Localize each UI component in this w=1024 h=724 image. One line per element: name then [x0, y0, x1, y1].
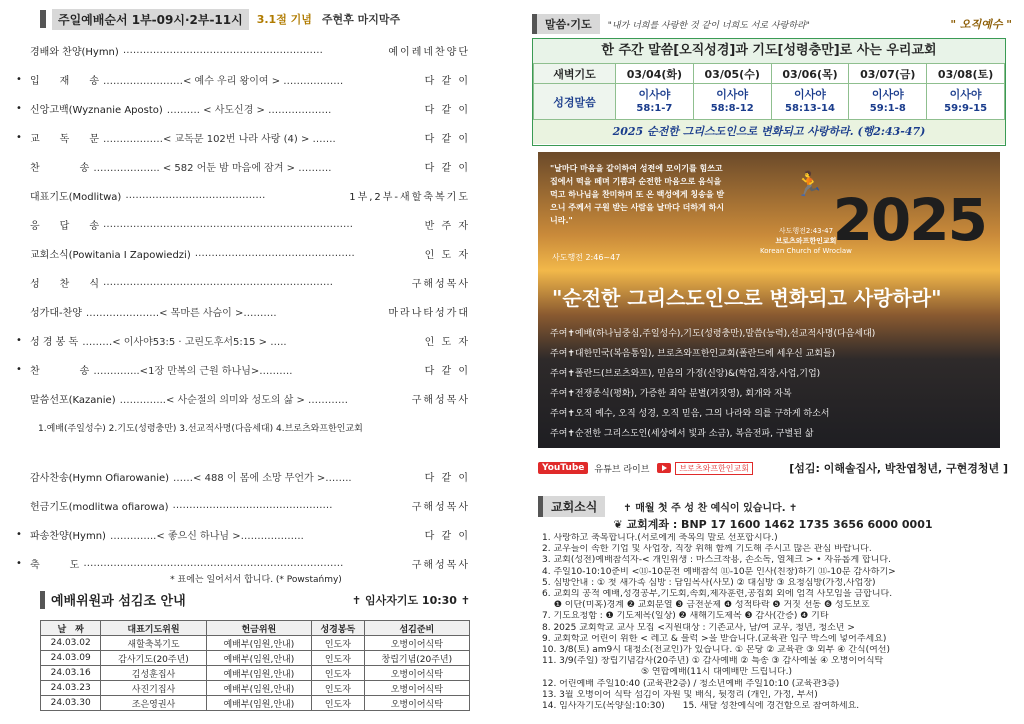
order-row — [30, 181, 470, 210]
order-label: 찬 송 — [30, 366, 90, 377]
order-leader: 다 같 이 — [424, 105, 470, 116]
verse-book: 이사야 — [949, 87, 982, 101]
verse-book: 이사야 — [716, 87, 749, 101]
verse-book: 이사야 — [871, 87, 904, 101]
order-label: 성 찬 식 — [30, 279, 99, 290]
order-row — [16, 65, 470, 94]
news-item: 3. 교회(성전)예배참석자-< 개인위생 : 마스크착용, 손소독, 열체크 > • 자유롭게 합니다. — [542, 555, 891, 566]
prayer-item: 주여✝대한민국(복음통일), 브로츠와프한인교회(폴란드에 세우신 교회들) — [550, 349, 836, 359]
day-cell: 03/08(토) — [927, 64, 1005, 84]
order-leader: 다 같 이 — [424, 366, 470, 377]
order-label: 대표기도(Modlitwa) — [30, 192, 122, 203]
table-cell: 조은영권사 — [101, 696, 206, 711]
order-row — [16, 123, 470, 152]
news-item: 10. 3/8(토) am9시 대청소(전교인)가 있습니다. ① 본당 ② 교육관 ③ 외부 ④ 간식(여선) — [542, 645, 890, 656]
order-title: 주일예배순서 1부-09시·2부-11시 — [52, 9, 249, 30]
service-team: [섬김: 이해솔집사, 박찬엽청년, 구현경청년 ] — [789, 462, 1008, 475]
table-cell: 24.03.30 — [41, 696, 101, 711]
duty-column-header: 날 짜 — [41, 621, 101, 636]
dawn-prayer-label: 새벽기도 — [534, 64, 616, 84]
day-cell: 03/07(금) — [849, 64, 927, 84]
right-page — [512, 0, 1024, 724]
weekly-title: 한 주간 말씀[오직성경]과 기도[성령충만]로 사는 우리교회 — [533, 39, 1005, 63]
banner-verse-ref: 사도행전 2:46~47 — [552, 253, 621, 262]
order-sub: 3.1절 기념 — [256, 13, 312, 26]
order-row — [30, 491, 470, 520]
order-label: 헌금기도(modlitwa ofiarowa) — [30, 502, 169, 513]
order-row — [30, 210, 470, 239]
youtube-live-label: 유튜브 라이브 — [594, 464, 650, 475]
order-bullet: • — [16, 558, 22, 569]
verse-ref: 58:13-14 — [785, 102, 835, 114]
order-dots: ………. < 사도신경 > ………………. — [166, 105, 332, 116]
prayer-tag: 말씀·기도 — [532, 14, 600, 34]
table-row — [41, 651, 470, 666]
youtube-channel[interactable]: 브로츠와프한인교회 — [675, 462, 753, 475]
worship-order — [16, 36, 470, 578]
duty-time: ✝ 임사자기도 10:30 ✝ — [351, 593, 470, 607]
duty-header — [40, 590, 470, 609]
card-church-name: 브로츠와프한인교회 — [775, 237, 837, 245]
day-cell: 03/04(화) — [616, 64, 694, 84]
order-leader: 다 같 이 — [424, 76, 470, 87]
card-church-en: Korean Church of Wroclaw — [760, 247, 852, 255]
order-label: 교회소식(Powitania I Zapowiedzi) — [30, 250, 191, 261]
order-dots: …………..<1장 만복의 근원 하나님>………. — [93, 366, 293, 377]
verse-cell — [616, 84, 694, 120]
order-dots: …………..< 사순절의 의미와 성도의 삶 > ………… — [119, 395, 349, 406]
weekly-table — [533, 63, 1005, 120]
table-cell: 예배부(임원,안내) — [206, 696, 311, 711]
order-leader: 인 도 자 — [424, 250, 470, 261]
order-dots: ……………….. < 582 어둔 밤 마음에 잠겨 > ………. — [93, 163, 332, 174]
news-item: 14. 임사자기도(목양실:10:30) 15. 새달 성찬예식에 경건함으로 참여하세요. — [542, 701, 860, 712]
table-row — [41, 666, 470, 681]
order-dots: …………………………………………………… — [122, 45, 323, 56]
weekly-slogan: 2025 순전한 그리스도인으로 변화되고 사랑하라. (행2:43-47) — [533, 120, 1005, 144]
verse-label: 성경말씀 — [534, 84, 616, 120]
order-dots: ………………….< 목마른 사슴이 >………. — [85, 308, 277, 319]
table-cell: 예배부(임원,안내) — [206, 651, 311, 666]
order-row — [30, 268, 470, 297]
prayer-header — [532, 14, 1012, 34]
verse-cell — [771, 84, 849, 120]
prayer-item: 주여✝오직 예수, 오직 성경, 오직 믿음, 그의 나라와 의를 구하게 하소서 — [550, 409, 830, 419]
order-label: 파송찬양(Hymn) — [30, 531, 106, 542]
order-dots: …………………………………………………………………… — [83, 558, 344, 569]
play-icon[interactable] — [657, 463, 671, 473]
table-cell: 오병이어식탁 — [364, 696, 469, 711]
news-item: 7. 기도요청함 : ❶ 기도제목(일상) ❷ 새해기도제목 ❸ 감사(간증) ❹ 기타 — [542, 611, 829, 622]
order-dots: ……< 488 이 몸에 소망 무언가 >…….. — [173, 473, 352, 484]
order-bullet: • — [16, 529, 22, 540]
order-dots: …………………………………………………………… — [102, 277, 333, 288]
order-bullet: • — [16, 103, 22, 114]
order-leader: 예이레네찬양단 — [388, 47, 470, 58]
table-row — [41, 696, 470, 711]
order-bullet: • — [16, 74, 22, 85]
order-row — [30, 239, 470, 268]
prayer-badge: " 오직예수 " — [950, 18, 1012, 31]
weekly-box — [532, 38, 1006, 146]
order-bullet: • — [16, 335, 22, 346]
table-row — [41, 636, 470, 651]
banner-verse: "날마다 마음을 같이하여 성전에 모이기를 힘쓰고 집에서 떡을 떼며 기쁨과 순전한 마음으로 음식을 먹고 하나님을 찬미하며 또 온 백성에게 칭송을 받으니 주께서 구원 받는 사람을 날마다 더하게 하시니라." — [550, 164, 725, 225]
banner-slogan: "순전한 그리스도인으로 변화되고 사랑하라" — [552, 286, 942, 310]
order-label: 응 답 송 — [30, 221, 99, 232]
card-ref: 사도행전2:43-47 — [778, 227, 834, 235]
table-cell: 인도자 — [312, 666, 365, 681]
verse-cell — [693, 84, 771, 120]
news-item: 9. 교회학교 어린이 위한 < 레고 & 블럭 >을 받습니다.(교육관 입구 박스에 넣어주세요) — [542, 633, 887, 644]
news-item: 2. 교우들이 속한 기업 및 사업장, 직장 위해 함께 기도해 주시고 많은 관심 바랍니다. — [542, 544, 872, 555]
order-leader: 다 같 이 — [424, 531, 470, 542]
order-dots: …………..< 좋으신 하나님 >………………. — [109, 531, 304, 542]
order-leader: 구해성목사 — [411, 279, 470, 290]
table-cell: 24.03.09 — [41, 651, 101, 666]
table-cell: 새할축복기도 — [101, 636, 206, 651]
vision-banner — [538, 152, 1000, 448]
news-item: 8. 2025 교회학교 교사 모집 <지원대상 : 기존교사, 남/여 교우, 청년, 청소년 > — [542, 622, 855, 633]
table-cell: 예배부(임원,안내) — [206, 666, 311, 681]
order-leader: 구해성목사 — [411, 502, 470, 513]
order-row — [30, 152, 470, 181]
prayer-item: 주여✝예배(하나님중심,주일성수),기도(성령충만),말씀(능력),선교적사명(다음세대) — [550, 329, 876, 339]
duty-column-header: 성경봉독 — [312, 621, 365, 636]
order-sub2: 주현후 마지막주 — [321, 13, 401, 26]
order-leader: 1부,2부-새할축복기도 — [349, 192, 470, 203]
news-item: 5. 심방안내 : ① 첫 새가족 심방 : 담임목사(사모) ② 대심방 ③ 요청심방(가정,사업장) — [542, 577, 876, 588]
table-cell: 예배부(임원,안내) — [206, 681, 311, 696]
day-cell: 03/05(수) — [693, 64, 771, 84]
table-cell: 인도자 — [312, 681, 365, 696]
table-row — [41, 681, 470, 696]
order-leader: 구해성목사 — [411, 395, 470, 406]
verse-book: 이사야 — [638, 87, 671, 101]
order-label: 신앙고백(Wyznanie Aposto) — [30, 105, 163, 116]
order-header — [40, 8, 470, 30]
table-cell: 예배부(임원,안내) — [206, 636, 311, 651]
bank-account: ❦ 교회계좌 : BNP 17 1600 1462 1735 3656 6000 0001 — [613, 518, 933, 531]
table-cell: 오병이어식탁 — [364, 636, 469, 651]
order-bullet: • — [16, 132, 22, 143]
duty-title: 예배위원과 섬김조 안내 — [51, 594, 186, 609]
order-dots: ………………………………………… — [194, 248, 355, 259]
verse-ref: 58:1-7 — [636, 102, 673, 114]
order-label: 성가대-찬양 — [30, 308, 82, 319]
prayer-quote: "내가 너희를 사랑한 것 같이 너희도 서로 사랑하라" — [607, 20, 810, 31]
order-row — [16, 520, 470, 549]
table-cell: 감사기도(20주년) — [101, 651, 206, 666]
order-leader: 다 같 이 — [424, 134, 470, 145]
banner-year: 2025 — [832, 186, 986, 254]
order-dots: ………………………………………… — [172, 500, 333, 511]
verse-ref: 59:1-8 — [869, 102, 906, 114]
news-message: ✝ 매월 첫 주 성 찬 예식이 있습니다. ✝ — [623, 503, 798, 514]
verse-ref: 58:8-12 — [710, 102, 754, 114]
table-cell: 24.03.16 — [41, 666, 101, 681]
prayer-item: 주여✝전쟁종식(평화), 가증한 죄악 분별(거짓영), 회개와 자복 — [550, 389, 792, 399]
table-cell: 오병이어식탁 — [364, 681, 469, 696]
order-label: 감사찬송(Hymn Ofiarowanie) — [30, 473, 170, 484]
duty-table — [40, 620, 470, 711]
order-row — [30, 462, 470, 491]
order-leader: 다 같 이 — [424, 473, 470, 484]
order-label: 교 독 문 — [30, 134, 99, 145]
order-label: 찬 송 — [30, 163, 90, 174]
order-label: 성 경 봉 독 — [30, 337, 79, 348]
order-leader: 다 같 이 — [424, 163, 470, 174]
news-item: 4. 주일10-10:10준비 <⑪-10분전 예배참석 ⑪-10분 인사(친창)하기 ⑪-10분 감사하기> — [542, 566, 896, 577]
order-leader: 마라나타성가대 — [388, 308, 470, 319]
verse-cell — [927, 84, 1005, 120]
verse-ref: 59:9-15 — [944, 102, 988, 114]
table-cell: 인도자 — [312, 651, 365, 666]
order-dots: ………………………………………………………………… — [102, 219, 353, 230]
duty-bar — [40, 591, 45, 609]
prayer-item: 주여✝폴란드(브로츠와프), 믿음의 가정(신앙)&(학업,직장,사업,기업) — [550, 369, 821, 379]
order-dots: ……………………< 예수 우리 왕이여 > ……………… — [102, 76, 344, 87]
news-item: 11. 3/9(주일) 창립기념감사(20주년) ① 감사예배 ② 특송 ③ 감사예물 ④ 오병이어식탁 — [542, 656, 884, 667]
order-row — [16, 94, 470, 123]
news-item: ⑤ 연합예배(11시 대예배만 드립니다.) — [542, 667, 793, 678]
news-item: ❶ 이단(미혹)경계 ❷ 교회분열 ❸ 금전문제 ❹ 성적타락 ❺ 거짓 선동 ❻ 성도보호 — [542, 600, 870, 611]
order-bullet: • — [16, 364, 22, 375]
order-leader: 반 주 자 — [424, 221, 470, 232]
table-cell: 인도자 — [312, 636, 365, 651]
order-label: 입 재 송 — [30, 76, 99, 87]
header-bar — [40, 10, 46, 28]
duty-column-header: 헌금위원 — [206, 621, 311, 636]
table-cell: 사진기집사 — [101, 681, 206, 696]
order-dots: ………< 이사야53:5 · 고린도후서5:15 > ….. — [82, 337, 287, 348]
duty-column-header: 대표기도위원 — [101, 621, 206, 636]
jumping-person-icon: 🏃 — [794, 170, 824, 198]
order-row — [16, 326, 470, 355]
table-cell: 24.03.02 — [41, 636, 101, 651]
news-title: 교회소식 — [538, 496, 605, 517]
table-cell: 24.03.23 — [41, 681, 101, 696]
order-leader: 구해성목사 — [411, 560, 470, 571]
order-label: 경배와 찬양(Hymn) — [30, 47, 119, 58]
table-cell: 창립기념(20주년) — [364, 651, 469, 666]
verse-book: 이사야 — [794, 87, 826, 101]
prayer-item: 주여✝순전한 그리스도인(세상에서 빛과 소금), 복음전파, 구별된 삶 — [550, 429, 814, 439]
news-header — [538, 496, 1008, 517]
prayer-topics: 1.예배(주일성수) 2.기도(성령충만) 3.선교적사명(다음세대) 4.브로츠와프한인교회 — [38, 424, 363, 434]
duty-column-header: 섬김준비 — [364, 621, 469, 636]
youtube-bar — [538, 460, 1008, 476]
news-list — [542, 533, 1008, 712]
table-cell: 김성훈집사 — [101, 666, 206, 681]
prayer-list — [550, 324, 875, 444]
order-row — [30, 384, 470, 413]
order-row — [30, 36, 470, 65]
news-item: 1. 사랑하고 축복합니다.(서로에게 축복의 말로 선포합시다.) — [542, 533, 778, 543]
news-item: 12. 어린예배 주일10:40 (교육관2층) / 청소년예배 주일10:10 (교육관3층) — [542, 678, 840, 689]
order-dots: ………………< 교독문 102번 나라 사랑 (4) > ……. — [102, 134, 336, 145]
standing-note: * 표에는 일어서서 합니다. (* Powstańmy) — [170, 575, 342, 585]
order-label: 축 도 — [30, 560, 80, 571]
order-leader: 인 도 자 — [424, 337, 470, 348]
order-dots: …………………………………… — [125, 190, 266, 201]
order-row — [16, 355, 470, 384]
table-cell: 오병이어식탁 — [364, 666, 469, 681]
order-label: 말씀선포(Kazanie) — [30, 395, 116, 406]
news-item: 13. 3월 오병이어 식탁 섬김이 자원 및 배식, 뒷정리 (개인, 가정, 부서) — [542, 689, 818, 700]
order-row — [30, 297, 470, 326]
day-cell: 03/06(목) — [771, 64, 849, 84]
news-item: 6. 교회의 공적 예배,성경공부,기도회,속회,제자훈련,공집회 외에 엄격 사모임을 금합니다. — [542, 589, 893, 600]
youtube-logo[interactable]: YouTube — [538, 462, 588, 474]
table-cell: 인도자 — [312, 696, 365, 711]
verse-cell — [849, 84, 927, 120]
